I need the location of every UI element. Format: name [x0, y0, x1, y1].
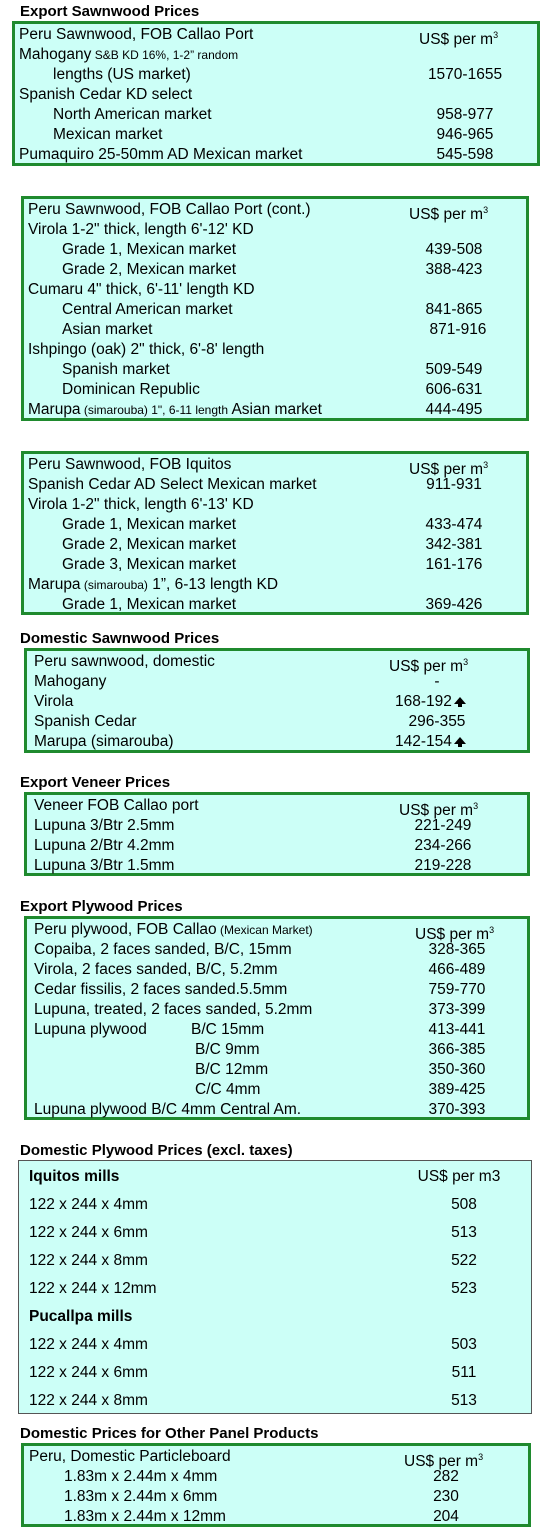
table-row: Mahogany - [34, 673, 440, 690]
arrow-up-icon [454, 697, 466, 704]
table-row: Ishpingo (oak) 2" thick, 6'-8' length [28, 341, 265, 358]
table-row: 1.83m x 2.44m x 6mm 230 [64, 1488, 459, 1505]
table-row: Marupa (simarouba) 1", 6-11 length Asian market 444-495 [28, 401, 483, 418]
table-title: Peru Sawnwood, FOB Iquitos [28, 456, 232, 473]
table-title: Veneer FOB Callao port [34, 797, 199, 814]
unit-label: US$ per $m^3$ [415, 925, 495, 943]
table-row: North American market 958-977 [53, 106, 494, 123]
table-row: Virola 168-192 [27, 692, 527, 712]
table-row: 1.83m x 2.44m x 12mm 204 [64, 1508, 459, 1525]
other-panels-table [21, 1443, 531, 1527]
export-sawnwood-heading: Export Sawnwood Prices [20, 3, 200, 20]
table-row: Lupuna 3/Btr 1.5mm 219-228 [34, 857, 472, 874]
table-header [27, 652, 527, 675]
unit-label: US$ per $m^3$ [389, 657, 469, 675]
table-row: Dominican Republic 606-631 [62, 381, 483, 398]
export-veneer-table [24, 792, 530, 876]
table-header [24, 455, 526, 478]
table-header [24, 1447, 528, 1470]
table-title: Peru, Domestic Particleboard [29, 1448, 231, 1465]
iquitos-mills-title: Iquitos mills [29, 1168, 120, 1185]
table-row: C/C 4mm 389-425 [195, 1081, 486, 1098]
table-row: Grade 2, Mexican market 388-423 [62, 261, 483, 278]
table-row: Virola, 2 faces sanded, B/C, 5.2mm 466-489 [34, 961, 486, 978]
table-row: Marupa (simarouba) 142-154 [27, 732, 527, 752]
table-row: Pumaquiro 25-50mm AD Mexican market 545-598 [19, 146, 494, 163]
unit-label: US$ per $m^3$ [399, 801, 479, 819]
table-row: Spanish Cedar 296-355 [34, 713, 466, 730]
table-row: B/C 12mm 350-360 [195, 1061, 486, 1078]
other-panels-heading: Domestic Prices for Other Panel Products [20, 1425, 319, 1442]
table-row: Marupa (simarouba) 1”, 6-13 length KD [28, 576, 279, 593]
table-row: Lupuna plywood B/C 4mm Central Am. 370-393 [34, 1101, 486, 1118]
unit-label: US$ per $m^3$ [419, 30, 499, 48]
table-row: Mexican market 946-965 [53, 126, 494, 143]
unit-label: US$ per $m^3$ [409, 205, 489, 223]
table-row: Copaiba, 2 faces sanded, B/C, 15mm 328-365 [34, 941, 486, 958]
table-title: Peru Sawnwood, FOB Callao Port (cont.) [28, 201, 311, 218]
export-plywood-heading: Export Plywood Prices [20, 898, 183, 915]
table-row: Lupuna plywood B/C 15mm 413-441 [34, 1021, 486, 1038]
table-row: 1.83m x 2.44m x 4mm 282 [64, 1468, 459, 1485]
arrow-up-icon [454, 737, 466, 744]
table-row: Grade 3, Mexican market 161-176 [62, 556, 483, 573]
table-title: Peru Sawnwood, FOB Callao Port [19, 26, 254, 43]
table-header [27, 796, 527, 819]
table-row: Grade 1, Mexican market 433-474 [62, 516, 483, 533]
export-sawnwood-cont-table [21, 196, 529, 421]
table-row: Cedar fissilis, 2 faces sanded.5.5mm 759-770 [34, 981, 486, 998]
table-row: Spanish Cedar AD Select Mexican market 911-931 [28, 476, 482, 493]
table-header [15, 25, 537, 48]
export-sawnwood-table [12, 21, 540, 166]
domestic-plywood-heading: Domestic Plywood Prices (excl. taxes) [20, 1142, 293, 1159]
table-row: Asian market 871-916 [62, 321, 487, 338]
domestic-plywood-table: Iquitos mills US$ per m3 122 x 244 x 4mm 508 122 x 244 x 6mm 513 122 x 244 x 8mm 522 122 x 244 x 12mm 523 Pucallpa mills 122 x 244 x 4mm 503 122 x 244 x 6mm 511 122 x 244 x 8mm 513 [18, 1160, 532, 1414]
table-row: Lupuna 2/Btr 4.2mm 234-266 [34, 837, 472, 854]
table-row: Virola 1-2" thick, length 6'-13' KD [28, 496, 254, 513]
table-row: lengths (US market) 1570-1655 [53, 66, 503, 83]
table-row: Lupuna, treated, 2 faces sanded, 5.2mm 373-399 [34, 1001, 486, 1018]
table-row: Mahogany S&B KD 16%, 1-2” random [19, 46, 239, 63]
table-row: Central American market 841-865 [62, 301, 483, 318]
table-row: Lupuna 3/Btr 2.5mm 221-249 [34, 817, 472, 834]
export-sawnwood-iquitos-table [21, 451, 529, 615]
table-header [27, 920, 527, 943]
domestic-sawnwood-heading: Domestic Sawnwood Prices [20, 630, 220, 647]
table-row: Grade 2, Mexican market 342-381 [62, 536, 483, 553]
table-row: B/C 9mm 366-385 [195, 1041, 486, 1058]
table-row: Cumaru 4" thick, 6'-11' length KD [28, 281, 255, 298]
unit-label: US$ per $m^3$ [409, 460, 489, 478]
pucallpa-mills-title: Pucallpa mills [29, 1308, 133, 1325]
table-row: Grade 1, Mexican market 369-426 [62, 596, 483, 613]
table-title: Peru plywood, FOB Callao (Mexican Market) [34, 921, 313, 938]
table-row: Virola 1-2" thick, length 6'-12' KD [28, 221, 254, 238]
unit-label: US$ per $m^3$ [404, 1452, 484, 1470]
export-veneer-heading: Export Veneer Prices [20, 774, 171, 791]
table-header [24, 200, 526, 223]
export-plywood-table [24, 916, 530, 1120]
table-title: Peru sawnwood, domestic [34, 653, 215, 670]
table-row: Grade 1, Mexican market 439-508 [62, 241, 483, 258]
unit-label: US$ per m3 [417, 1168, 501, 1185]
table-row: Spanish market 509-549 [62, 361, 483, 378]
table-row: Spanish Cedar KD select [19, 86, 193, 103]
domestic-sawnwood-table [24, 648, 530, 753]
